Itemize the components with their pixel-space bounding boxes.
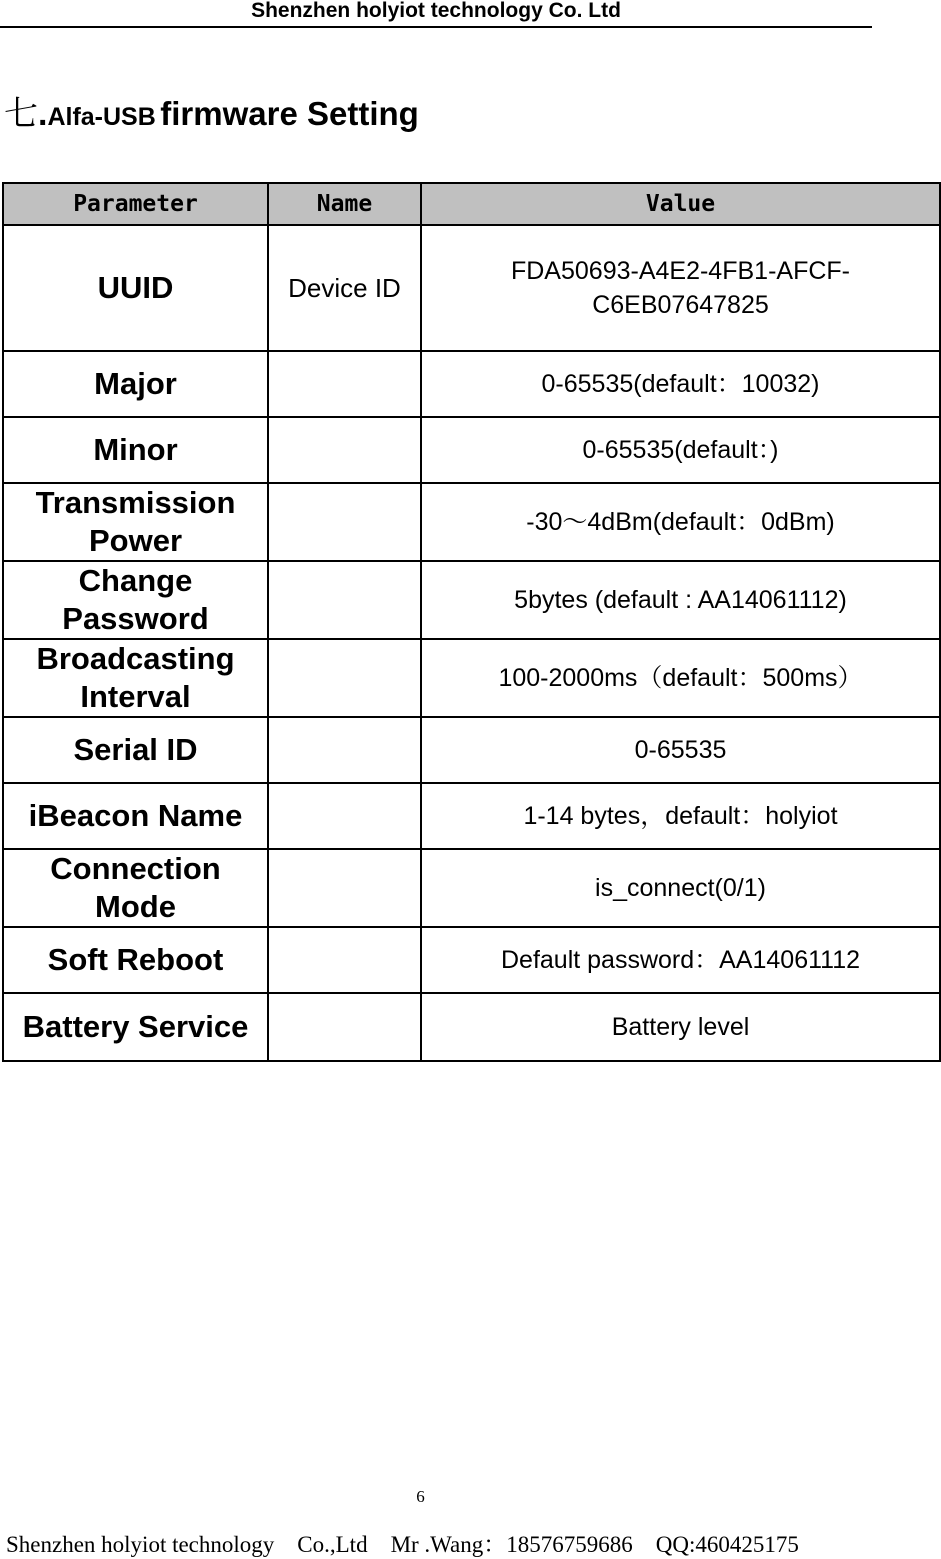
row-parameter: Soft Reboot — [3, 927, 268, 993]
row-name — [268, 417, 421, 483]
section-number-dot: . — [38, 95, 48, 133]
row-value: 0-65535 — [421, 717, 940, 783]
row-parameter: Transmission Power — [3, 483, 268, 561]
table-row — [3, 561, 940, 639]
row-name — [268, 717, 421, 783]
row-parameter: UUID — [3, 225, 268, 351]
row-parameter: Broadcasting Interval — [3, 639, 268, 717]
table-row — [3, 783, 940, 849]
table-row — [3, 717, 940, 783]
table-row — [3, 639, 940, 717]
row-value: 100-2000ms（default：500ms） — [421, 639, 940, 717]
row-value: 0-65535(default：) — [421, 417, 940, 483]
table-row — [3, 483, 940, 561]
section-number: 七 — [4, 94, 38, 134]
row-parameter: iBeacon Name — [3, 783, 268, 849]
table-row — [3, 417, 940, 483]
row-name — [268, 351, 421, 417]
row-value: FDA50693-A4E2-4FB1-AFCF-C6EB07647825 — [421, 225, 940, 351]
row-value: is_connect(0/1) — [421, 849, 940, 927]
row-name — [268, 993, 421, 1061]
header-parameter: Parameter — [3, 183, 268, 225]
table-row — [3, 993, 940, 1061]
row-parameter: Connection Mode — [3, 849, 268, 927]
row-parameter: Change Password — [3, 561, 268, 639]
row-value: -30～4dBm(default：0dBm) — [421, 483, 940, 561]
row-value: 0-65535(default：10032) — [421, 351, 940, 417]
page-footer: Shenzhen holyiot technology Co.,Ltd Mr .Wang：18576759686 QQ:460425175 — [6, 1532, 799, 1557]
page-number: 6 — [416, 1487, 425, 1506]
table-row — [3, 927, 940, 993]
row-value: 5bytes (default : AA14061112) — [421, 561, 940, 639]
row-name — [268, 639, 421, 717]
row-value: 1-14 bytes，default：holyiot — [421, 783, 940, 849]
row-name — [268, 849, 421, 927]
row-name — [268, 783, 421, 849]
row-parameter: Battery Service — [3, 993, 268, 1061]
table-row — [3, 225, 940, 351]
parameter-table — [2, 182, 941, 1062]
page-header: Shenzhen holyiot technology Co. Ltd — [0, 0, 872, 28]
row-name — [268, 561, 421, 639]
row-value: Battery level — [421, 993, 940, 1061]
table-row — [3, 849, 940, 927]
row-name: Device ID — [268, 225, 421, 351]
header-name: Name — [268, 183, 421, 225]
row-name — [268, 483, 421, 561]
section-title — [4, 86, 419, 134]
section-title-text: firmware Setting — [160, 95, 419, 132]
header-value: Value — [421, 183, 940, 225]
section-title-product: Alfa-USB — [47, 103, 156, 131]
table-header-row — [3, 183, 940, 225]
table-row — [3, 351, 940, 417]
row-parameter: Minor — [3, 417, 268, 483]
row-value: Default password：AA14061112 — [421, 927, 940, 993]
row-parameter: Serial ID — [3, 717, 268, 783]
row-name — [268, 927, 421, 993]
row-parameter: Major — [3, 351, 268, 417]
